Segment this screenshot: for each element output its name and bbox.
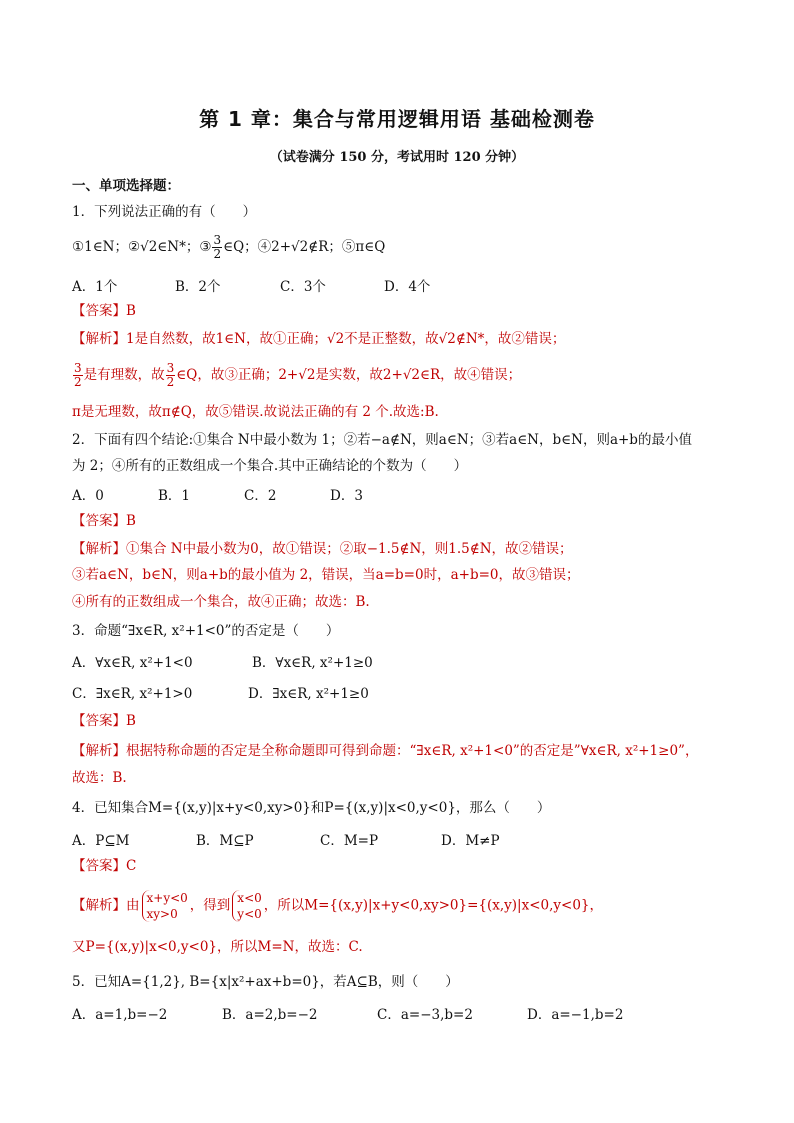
q1-option-a: A．1个 — [72, 279, 118, 295]
q1-analysis-2: $\frac{3}{2}$ 是有理数，故 $\frac{3}{2}$ ∈Q，故③正确；2+√2是实数，故2+√2∈R，故④错误； — [74, 361, 522, 389]
q4-option-b: B．M⊆P — [196, 833, 254, 849]
q3-option-d: D．∃x∈R, x²+1≥0 — [248, 686, 369, 702]
q3-answer: 【答案】B — [72, 713, 136, 729]
q4-stem: 4．已知集合M={(x,y)|x+y<0,xy>0}和P={(x,y)|x<0,y<0}，那么（ ） — [72, 800, 551, 816]
q4-option-d: D．M≠P — [441, 833, 500, 849]
q4-option-c: C．M=P — [320, 833, 379, 849]
q4-option-a: A．P⊆M — [72, 833, 130, 849]
q1-answer: 【答案】B — [72, 303, 136, 319]
analysis-label: 【解析】 — [72, 743, 126, 759]
section-heading: 一、单项选择题： — [72, 178, 180, 194]
q3-stem: 3．命题“∃x∈R, x²+1<0”的否定是（ ） — [72, 623, 340, 639]
q2-analysis-3: ④所有的正数组成一个集合，故④正确；故选：B. — [72, 594, 370, 610]
q1-stem: 1．下列说法正确的有（ ） — [72, 204, 257, 220]
q1-items-part1: ①1∈N；②√2∈N*；③ — [72, 239, 212, 255]
q2-analysis-1: 【解析】①集合 N中最小数为0，故①错误；②取−1.5∉N，则1.5∉N，故②错误； — [72, 541, 573, 557]
q5-option-c: C．a=−3,b=2 — [377, 1007, 473, 1023]
q1-analysis-fraction-2: $\frac{3}{2}$ — [166, 361, 175, 389]
q4-analysis-2: 又P={(x,y)|x<0,y<0}，所以M=N，故选：C. — [72, 939, 363, 955]
q1-option-d: D．4个 — [384, 279, 431, 295]
analysis-label: 【解析】 — [72, 541, 126, 557]
q2-stem-line-2: 为 2；④所有的正数组成一个集合.其中正确结论的个数为（ ） — [72, 458, 468, 474]
q2-analysis-2: ③若a∈N，b∈N，则a+b的最小值为 2，错误，当a=b=0时，a+b=0，故③错误； — [72, 567, 580, 583]
q4-system-2: x<0 y<0 — [232, 890, 261, 922]
q4-analysis-1: 【解析】由 x+y<0 xy>0 ，得到 x<0 y<0 ，所以M={(x,y)|x+y<0,xy>0}={(x,y)|x<0,y<0}， — [72, 891, 604, 921]
q1-analysis-1: 【解析】1是自然数，故1∈N，故①正确；√2不是正整数，故√2∉N*，故②错误； — [72, 331, 566, 347]
analysis-label: 【解析】 — [72, 331, 126, 347]
q2-option-d: D．3 — [330, 488, 363, 504]
q5-option-d: D．a=−1,b=2 — [527, 1007, 624, 1023]
q1-analysis-fraction-1: $\frac{3}{2}$ — [74, 361, 82, 389]
q1-items-part2: ∈Q；④2+√2∉R；⑤π∈Q — [223, 239, 386, 255]
analysis-label: 【解析】 — [72, 897, 126, 914]
q3-analysis-2: 故选：B. — [72, 770, 127, 786]
q1-fraction: $\frac{3}{2}$ — [213, 233, 222, 261]
q2-answer: 【答案】B — [72, 513, 136, 529]
q5-option-a: A．a=1,b=−2 — [72, 1007, 168, 1023]
q3-analysis-1: 【解析】根据特称命题的否定是全称命题即可得到命题：“∃x∈R, x²+1<0”的否定是”∀x∈R, x²+1≥0”， — [72, 743, 699, 759]
q2-option-b: B．1 — [158, 488, 191, 504]
q1-option-c: C．3个 — [280, 279, 326, 295]
exam-info: （试卷满分 150 分，考试用时 120 分钟） — [269, 150, 525, 165]
q3-option-c: C．∃x∈R, x²+1>0 — [72, 686, 193, 702]
q4-system-1: x+y<0 xy>0 — [142, 890, 188, 922]
q2-option-c: C．2 — [244, 488, 277, 504]
q1-option-b: B．2个 — [175, 279, 221, 295]
q2-option-a: A．0 — [72, 488, 104, 504]
q1-items — [72, 234, 734, 261]
q3-option-b: B．∀x∈R, x²+1≥0 — [252, 655, 373, 671]
q1-analysis-3: π是无理数，故π∉Q，故⑤错误.故说法正确的有 2 个.故选:B. — [72, 404, 439, 420]
page-title: 第 1 章：集合与常用逻辑用语 基础检测卷 — [199, 107, 595, 131]
q5-option-b: B．a=2,b=−2 — [222, 1007, 318, 1023]
q3-option-a: A．∀x∈R, x²+1<0 — [72, 655, 193, 671]
q2-stem-line-1: 2．下面有四个结论:①集合 N中最小数为 1；②若−a∉N，则a∈N；③若a∈N，b∈N，则a+b的最小值 — [72, 432, 692, 448]
q4-answer: 【答案】C — [72, 858, 137, 874]
q5-stem: 5．已知A={1,2}, B={x|x²+ax+b=0}，若A⊆B，则（ ） — [72, 974, 459, 990]
